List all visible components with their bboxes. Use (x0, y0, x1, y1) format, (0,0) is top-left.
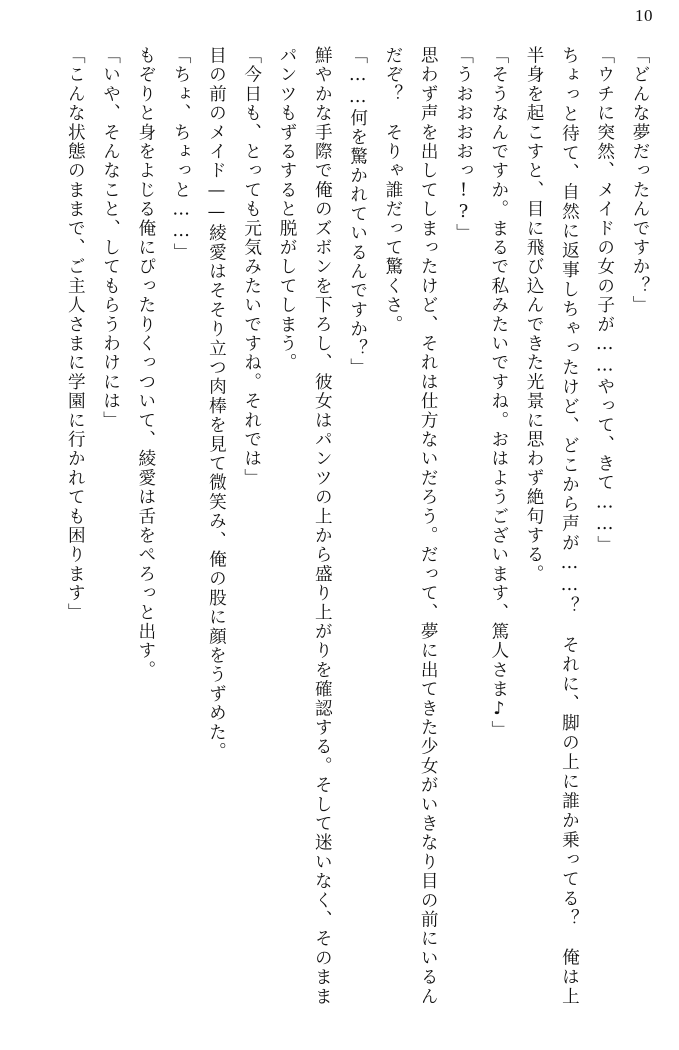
paragraph: 「こんな状態のままで、ご主人さまに学園に行かれても困ります」 (65, 46, 86, 622)
paragraph: 「どんな夢だったんですか？」 (630, 46, 650, 315)
page-body-text (26, 46, 657, 1006)
paragraph: ちょっと待て、自然に返事しちゃったけど、どこから声が……？ それに、脚の上に誰か乗ってる？ 俺は上半身を起こすと、目に飛び込んできた光景に思わず絶句する。 (524, 46, 580, 1006)
paragraph: もぞりと身をよじる俺にぴったりくっついて、綾愛は舌をぺろっと出す。 (135, 46, 156, 680)
paragraph: 「いや、そんなこと、してもらうわけには」 (100, 46, 121, 430)
paragraph: 「ウチに突然、メイドの女の子が……やって、きて……」 (594, 46, 615, 555)
paragraph: 目の前のメイド——綾愛はそそり立つ肉棒を見て微笑み、俺の股に顔をうずめた。 (206, 46, 227, 762)
paragraph: 「今日も、とっても元気みたいですね。それでは」 (241, 46, 262, 488)
paragraph: 「そうなんですか。まるで私みたいですね。おはようございます、篤人さま♪」 (488, 46, 509, 740)
paragraph: 「ちょ、ちょっと……」 (171, 46, 192, 262)
paragraph: 「……何を驚かれているんですか？」 (347, 46, 368, 378)
paragraph: 思わず声を出してしまったけど、それは仕方ないだろう。だって、夢に出てきた少女がいきなり目の前にいるんだぞ？ そりゃ誰だって驚くさ。 (382, 46, 439, 1006)
page-number: 10 (635, 6, 653, 25)
paragraph: 「うおおおおっ!?」 (453, 46, 474, 243)
paragraph: 鮮やかな手際で俺のズボンを下ろし、彼女はパンツの上から盛り上がりを確認する。そして迷いなく、そのままパンツもずるすると脱がしてしまう。 (277, 46, 333, 1006)
